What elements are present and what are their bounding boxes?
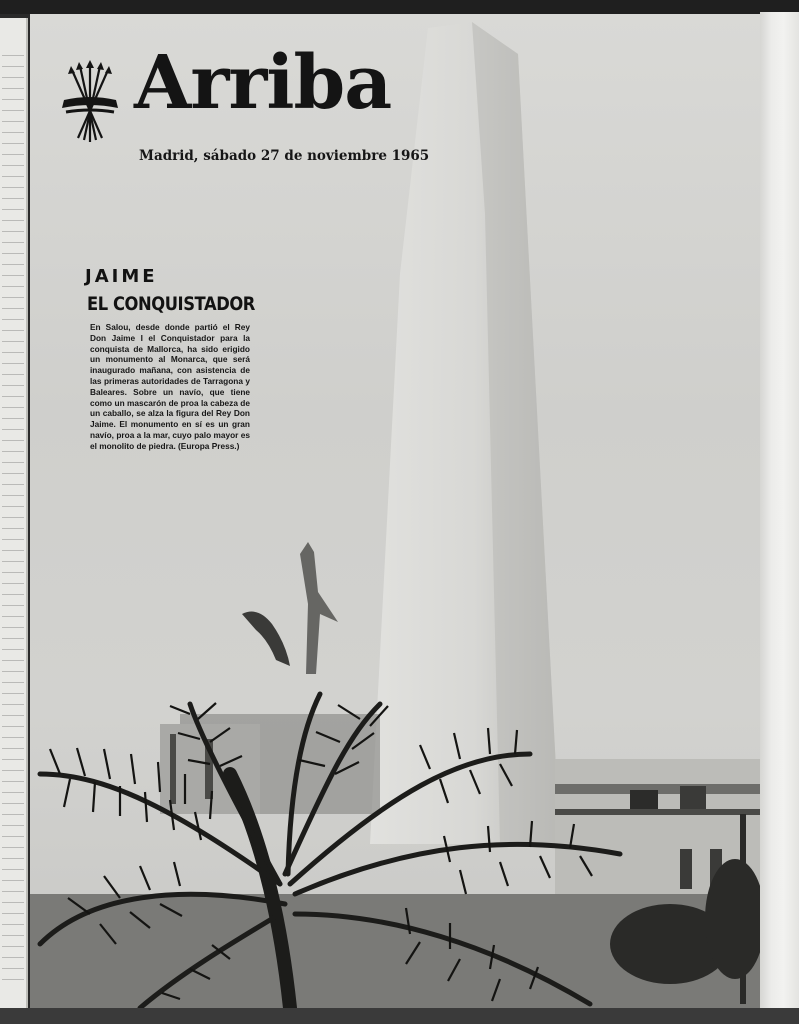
horse-head-prow [242, 612, 290, 666]
adjacent-page-edge [0, 18, 28, 1008]
scan-bottom-border [0, 1008, 799, 1024]
masthead-date: Madrid, sábado 27 de noviembre 1965 [139, 148, 430, 164]
scan-top-border [0, 0, 799, 14]
masthead-title: Arriba [134, 40, 392, 126]
article-body: En Salou, desde donde partió el Rey Don Jaime I el Conquistador para la conquista de Mallorca, ha sido erigido un monumento al Monarca, que será inaugurado mañana, con asistencia de las primeras autoridades de Tarragona y Baleares. Sobre un navío, que tiene como un mascarón de proa la cabeza de un caballo, se alza la figura del Rey Don Jaime. El monumento en sí es un gran navío, proa a la mar, cuyo palo mayor es el monolito de piedra. (Europa Press.) [90, 322, 250, 451]
article-kicker: JAIME [85, 266, 158, 287]
adjacent-page-text-lines [2, 48, 24, 988]
yoke-and-arrows-icon [58, 60, 122, 146]
king-statue [300, 542, 338, 674]
newspaper-page [30, 14, 760, 1008]
article-headline: EL CONQUISTADOR [87, 293, 255, 315]
right-page-edge [760, 12, 799, 1012]
